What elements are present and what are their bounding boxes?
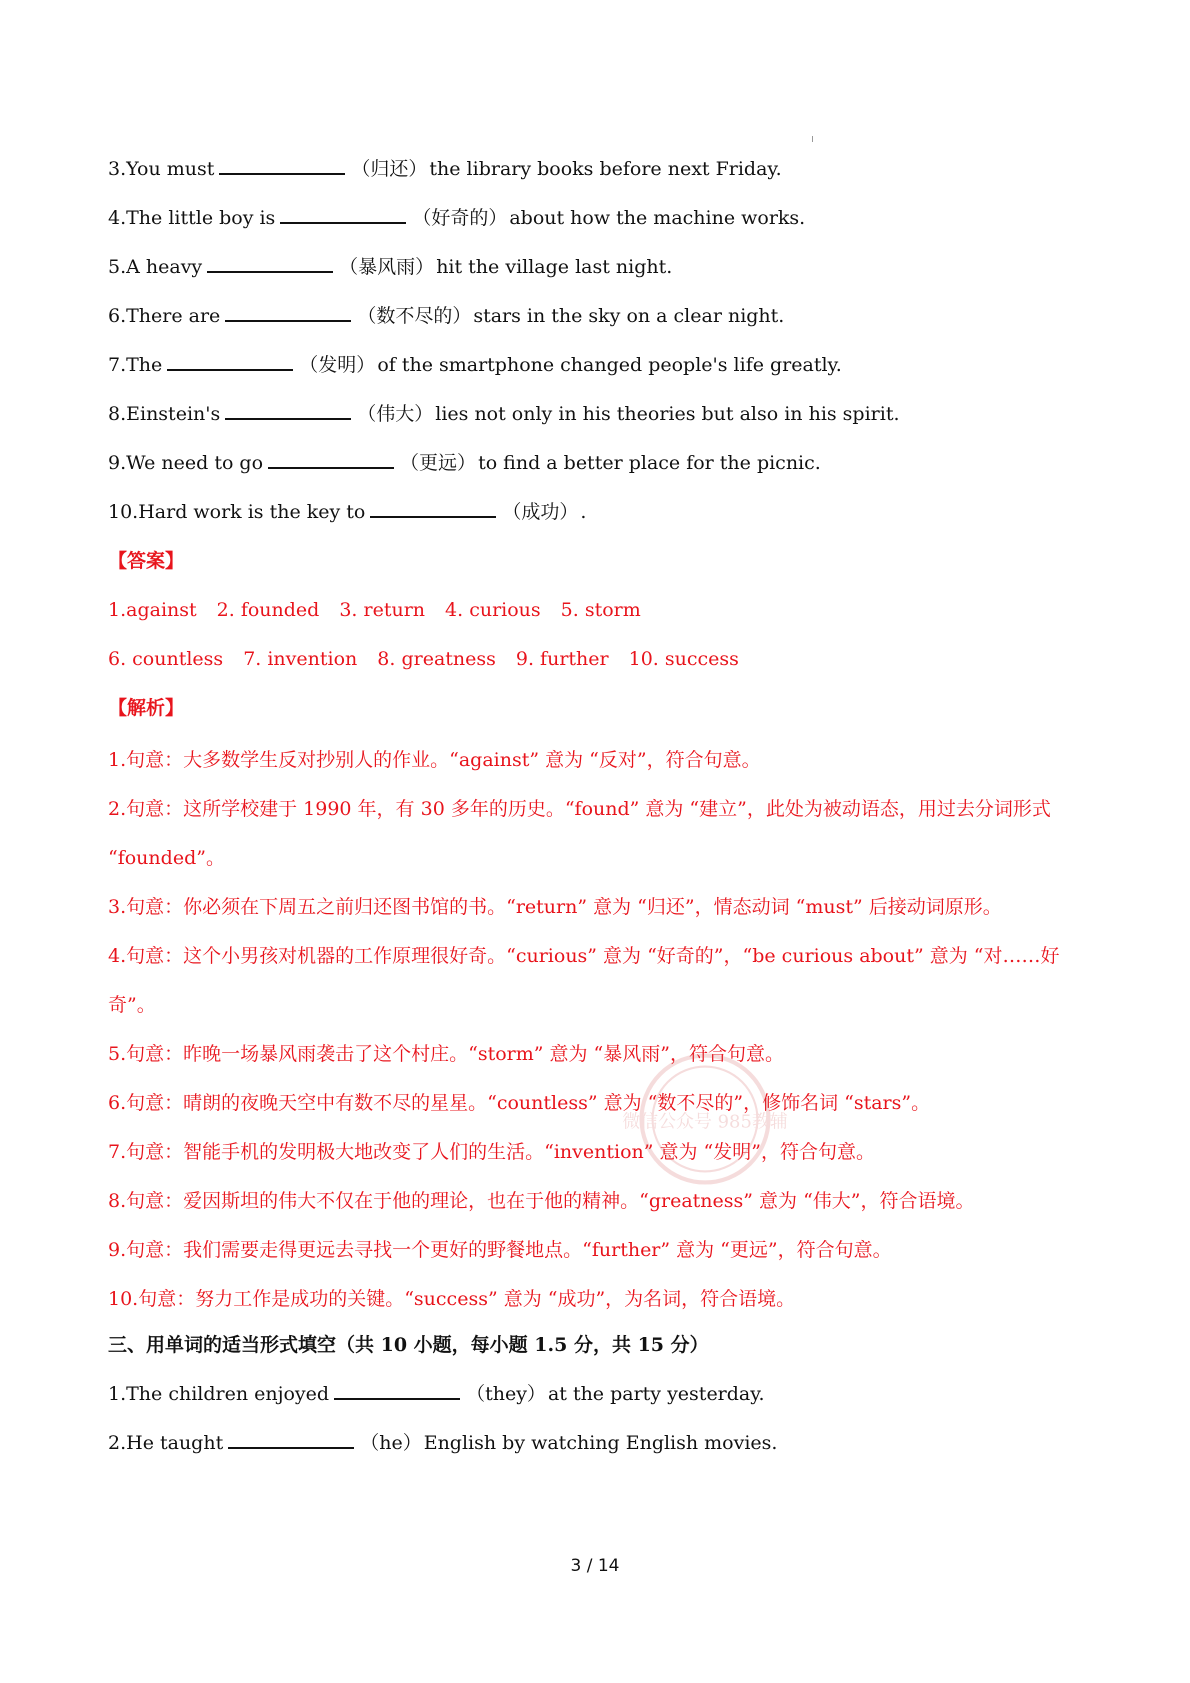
question-hint: （成功） [502,501,579,523]
answer-item: 2. founded [216,599,320,621]
question-hint: （伟大） [357,403,434,425]
analysis-item: 6.句意：晴朗的夜晚天空中有数不尽的星星。“countless” 意为 “数不尽的”，修饰名词 “stars”。 [108,1092,931,1114]
answer-blank [268,447,394,469]
question-hint: （发明） [299,354,376,376]
analysis-item: 1.句意：大多数学生反对抄别人的作业。“against” 意为 “反对”，符合句意。 [108,749,761,771]
section-3-title: 三、用单词的适当形式填空（共 10 小题，每小题 1.5 分，共 15 分） [108,1334,709,1356]
question-text: 2.He taught [108,1432,224,1454]
question-text: 6.There are [108,305,221,327]
answer-item: 5. storm [560,599,641,621]
question-text: 8.Einstein's [108,403,221,425]
watermark-seal-icon [622,1050,788,1188]
question-item [108,344,1088,393]
question-hint: （they） [466,1383,546,1405]
question-text-tail: at the party yesterday. [547,1383,765,1405]
question-list-part3 [108,1373,1088,1471]
analysis-item: 9.句意：我们需要走得更远去寻找一个更好的野餐地点。“further” 意为 “更远”，符合句意。 [108,1239,892,1261]
question-hint: （更远） [400,452,477,474]
question-hint: （he） [360,1432,422,1454]
question-text: 4.The little boy is [108,207,276,229]
question-hint: （暴风雨） [339,256,435,278]
question-item [108,491,1088,540]
page-mark [812,136,813,142]
question-item [108,1373,1088,1422]
answer-blank [207,251,333,273]
answer-item: 3. return [339,599,426,621]
question-text: 3.You must [108,158,215,180]
answer-blank [225,300,351,322]
question-text-tail: lies not only in his theories but also in his spirit. [435,403,900,425]
question-hint: （数不尽的） [357,305,472,327]
answer-item: 7. invention [243,648,358,670]
question-text: 7.The [108,354,163,376]
answer-blank [228,1427,354,1449]
question-item [108,442,1088,491]
question-hint: （归还） [351,158,428,180]
analysis-item: 2.句意：这所学校建于 1990 年，有 30 多年的历史。“found” 意为 “建立”，此处为被动语态，用过去分词形式 “founded”。 [108,798,1051,869]
answer-blank [225,398,351,420]
answer-blank [219,153,345,175]
question-text-tail: about how the machine works. [509,207,806,229]
question-text: 10.Hard work is the key to [108,501,366,523]
analysis-item: 3.句意：你必须在下周五之前归还图书馆的书。“return” 意为 “归还”，情态动词 “must” 后接动词原形。 [108,896,1002,918]
answer-blank [167,349,293,371]
question-text-tail: stars in the sky on a clear night. [473,305,785,327]
answer-item: 8. greatness [377,648,496,670]
question-list-part2 [108,148,1088,540]
question-text: 1.The children enjoyed [108,1383,330,1405]
question-item [108,246,1088,295]
answer-item: 6. countless [108,648,224,670]
page-content [108,148,1088,1471]
question-item [108,197,1088,246]
question-item [108,1422,1088,1471]
answer-item: 4. curious [445,599,541,621]
answer-row-2 [108,638,1088,687]
answer-blank [280,202,406,224]
question-text-tail: English by watching English movies. [423,1432,778,1454]
question-text: 9.We need to go [108,452,264,474]
question-text-tail: the library books before next Friday. [429,158,782,180]
analysis-item: 4.句意：这个小男孩对机器的工作原理很好奇。“curious” 意为 “好奇的”，“be curious about” 意为 “对……好奇”。 [108,945,1060,1016]
answer-item: 1.against [108,599,197,621]
question-item [108,295,1088,344]
question-text-tail: hit the village last night. [436,256,673,278]
question-text: 5.A heavy [108,256,203,278]
answer-blank [334,1378,460,1400]
question-text-tail: to find a better place for the picnic. [478,452,821,474]
question-text-tail: . [580,501,587,523]
answer-item: 9. further [515,648,609,670]
analysis-item: 5.句意：昨晚一场暴风雨袭击了这个村庄。“storm” 意为 “暴风雨”，符合句意。 [108,1043,784,1065]
analysis-item: 10.句意：努力工作是成功的关键。“success” 意为 “成功”，为名词，符合语境。 [108,1288,796,1310]
analysis-list [108,736,1088,1324]
watermark-text: 微信公众号 985教辅 [622,1111,788,1133]
page-number: 3 / 14 [570,1556,620,1576]
answer-blank [370,496,496,518]
question-item [108,148,1088,197]
question-item [108,393,1088,442]
analysis-item: 7.句意：智能手机的发明极大地改变了人们的生活。“invention” 意为 “发明”，符合句意。 [108,1141,875,1163]
answer-heading: 【答案】 [108,550,185,572]
answer-item: 10. success [628,648,739,670]
analysis-heading: 【解析】 [108,697,185,719]
question-text-tail: of the smartphone changed people's life greatly. [377,354,842,376]
question-hint: （好奇的） [412,207,508,229]
analysis-item: 8.句意：爱因斯坦的伟大不仅在于他的理论，也在于他的精神。“greatness” 意为 “伟大”，符合语境。 [108,1190,975,1212]
answer-row-1 [108,589,1088,638]
